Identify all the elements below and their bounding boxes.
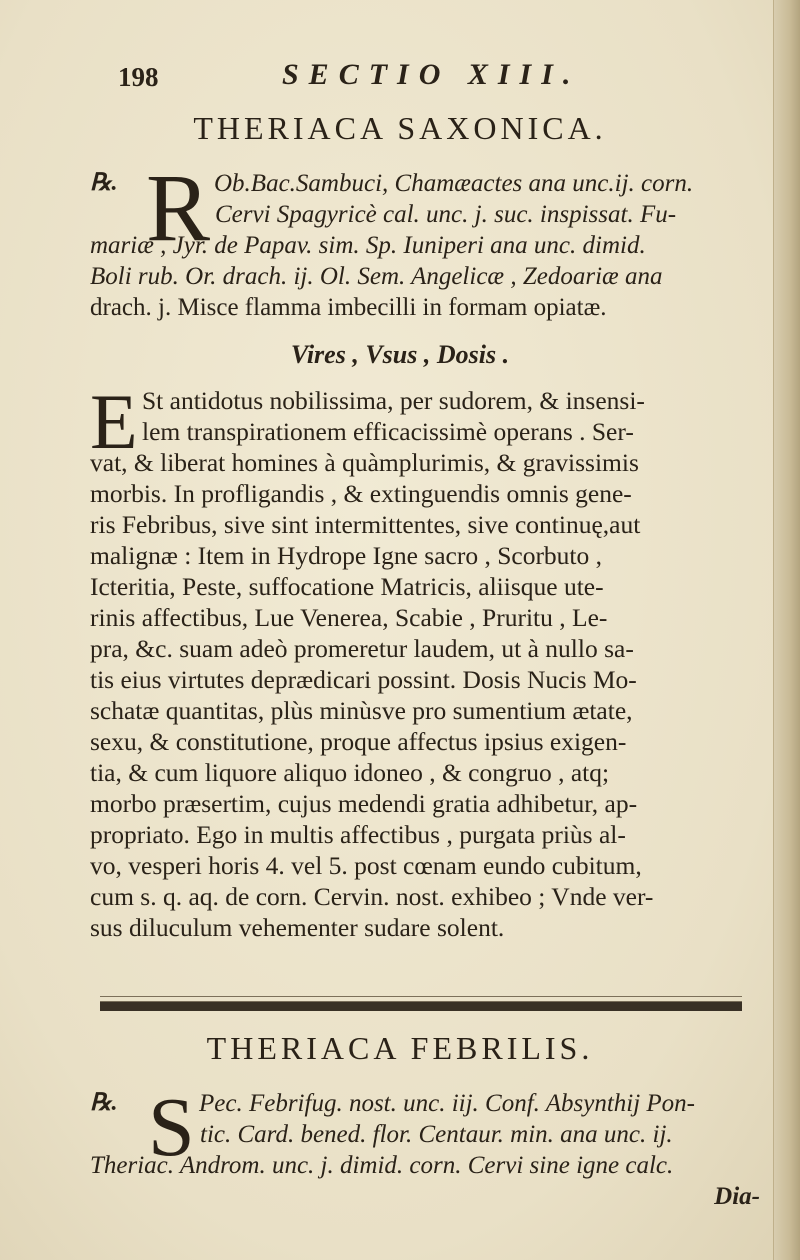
recipe-text-line: Theriac. Androm. unc. j. dimid. corn. Cervi sine igne calc. xyxy=(90,1152,674,1179)
recipe-line xyxy=(215,199,760,230)
section-title-febrilis: THERIACA FEBRILIS. xyxy=(206,1030,594,1066)
catchword: Dia- xyxy=(714,1183,760,1210)
recipe-febrilis xyxy=(90,1081,760,1212)
body-line-text: sus diluculum vehementer sudare solent. xyxy=(90,913,505,942)
body-line xyxy=(90,757,758,788)
recipe-line xyxy=(200,1119,760,1150)
body-line xyxy=(142,385,758,416)
recipe-text-line: Cervi Spagyricè cal. unc. j. suc. inspissat. Fu- xyxy=(215,201,677,228)
recipe-symbol: ℞. xyxy=(90,170,118,196)
recipe-dropcap: S xyxy=(148,1081,195,1174)
body-line xyxy=(90,447,758,478)
body-text xyxy=(90,378,758,943)
page-number: 198 xyxy=(118,62,159,92)
body-line xyxy=(90,602,758,633)
body-line-text: tia, & cum liquore aliquo idoneo , & congruo , atq; xyxy=(90,758,610,787)
body-dropcap: E xyxy=(90,378,138,465)
body-line xyxy=(90,540,758,571)
body-line-text: tis eius virtutes deprædicari possint. Dosis Nucis Mo- xyxy=(90,665,637,694)
body-line-text: morbis. In profligandis , & extinguendis omnis gene- xyxy=(90,479,632,508)
section-title-saxonica: THERIACA SAXONICA. xyxy=(193,110,607,146)
body-line-text: ris Febribus, sive sint intermittentes, sive continuę,aut xyxy=(90,510,641,539)
body-line xyxy=(90,881,758,912)
body-line-text: morbo præsertim, cujus medendi gratia adhibetur, ap- xyxy=(90,789,638,818)
body-line xyxy=(142,416,758,447)
divider-rule xyxy=(100,1001,742,1011)
recipe-symbol: ℞. xyxy=(90,1090,118,1116)
recipe-text-line: mariæ , Jyr. de Papav. sim. Sp. Iuniperi ana unc. dimid. xyxy=(90,232,646,259)
body-line-text: cum s. q. aq. de corn. Cervin. nost. exhibeo ; Vnde ver- xyxy=(90,882,654,911)
recipe-text-line: Boli rub. Or. drach. ij. Ol. Sem. Angelicæ , Zedoariæ ana xyxy=(90,263,663,290)
body-line xyxy=(90,571,758,602)
body-line xyxy=(90,633,758,664)
body-line-text: schatæ quantitas, plùs minùsve pro sumentium ætate, xyxy=(90,696,633,725)
body-line-text: St antidotus nobilissima, per sudorem, & insensi- xyxy=(142,386,645,415)
recipe-line xyxy=(90,261,760,292)
body-line-text: malignæ : Item in Hydrope Igne sacro , Scorbuto , xyxy=(90,541,603,570)
body-line xyxy=(90,819,758,850)
body-line-text: Icteritia, Peste, suffocatione Matricis, aliisque ute- xyxy=(90,572,604,601)
recipe-text-line: tic. Card. bened. flor. Centaur. min. ana unc. ij. xyxy=(200,1121,673,1148)
body-line xyxy=(90,788,758,819)
body-line xyxy=(90,850,758,881)
body-line xyxy=(90,664,758,695)
page-edge xyxy=(773,0,800,1260)
page-header xyxy=(90,58,730,98)
body-line-text: vat, & liberat homines à quàmplurimis, & gravissimis xyxy=(90,448,639,477)
body-line-text: lem transpirationem efficacissimè operans . Ser- xyxy=(142,417,634,446)
body-line-text: pra, &c. suam adeò promeretur laudem, ut à nullo sa- xyxy=(90,634,634,663)
recipe-line xyxy=(90,292,760,323)
body-line xyxy=(90,912,758,943)
body-line xyxy=(90,695,758,726)
recipe-text-line: drach. j. Misce flamma imbecilli in formam opiatæ. xyxy=(90,294,607,321)
recipe-dropcap: R xyxy=(146,154,211,261)
recipe-text-line: Pec. Febrifug. nost. unc. iij. Conf. Absynthij Pon- xyxy=(199,1090,696,1117)
subheading-vires-usus-dosis: Vires , Vsus , Dosis . xyxy=(290,340,510,369)
divider-thin xyxy=(100,996,742,997)
body-line-text: propriato. Ego in multis affectibus , purgata priùs al- xyxy=(90,820,626,849)
body-line xyxy=(90,509,758,540)
running-head: SECTIO XIII. xyxy=(282,58,581,91)
body-line-text: rinis affectibus, Lue Venerea, Scabie , Pruritu , Le- xyxy=(90,603,608,632)
recipe-saxonica xyxy=(90,154,760,323)
recipe-line xyxy=(90,1181,760,1212)
recipe-text-line: Ob.Bac.Sambuci, Chamæactes ana unc.ij. corn. xyxy=(214,170,694,197)
body-line-text: vo, vesperi horis 4. vel 5. post cœnam eundo cubitum, xyxy=(90,851,642,880)
body-line xyxy=(90,478,758,509)
body-line-text: sexu, & constitutione, proque affectus ipsius exigen- xyxy=(90,727,627,756)
body-line xyxy=(90,726,758,757)
